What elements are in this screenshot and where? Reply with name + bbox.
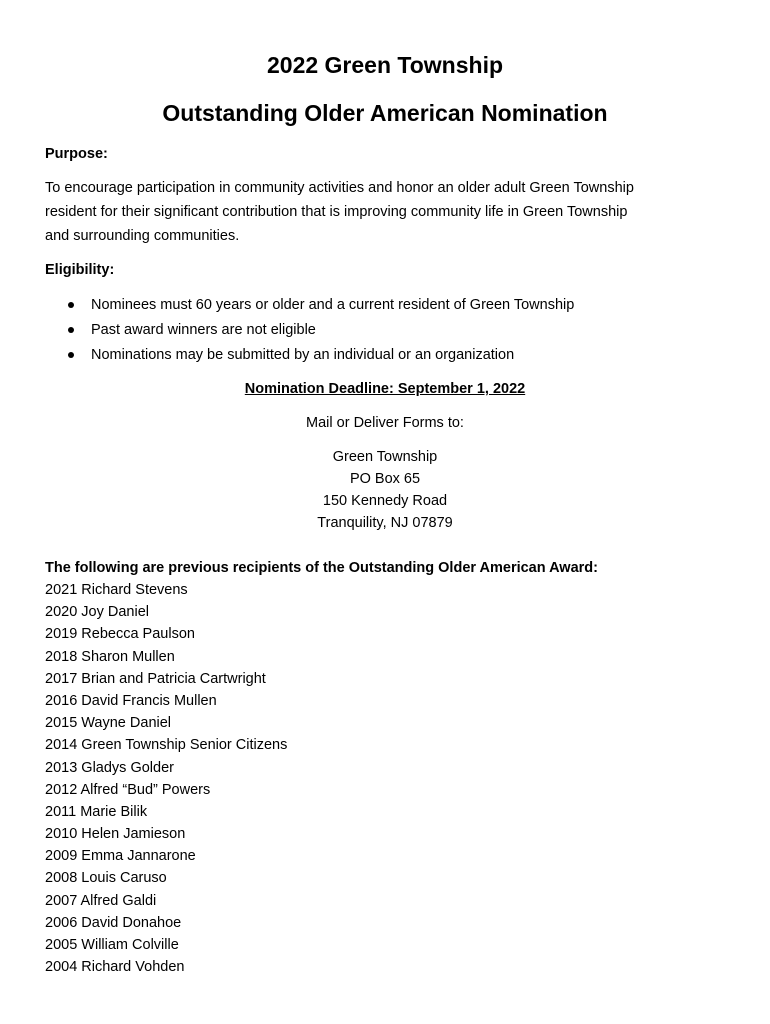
mail-instructions: Mail or Deliver Forms to: [306,415,464,431]
recipient-item: 2008 Louis Caruso [45,870,167,887]
purpose-text [45,176,735,248]
address-line: PO Box 65 [349,471,421,487]
recipient-item: 2018 Sharon Mullen [45,648,175,665]
bullet-icon [68,327,74,333]
recipient-item: 2005 William Colville [45,937,179,953]
eligibility-list [45,294,574,369]
recipient-item: 2014 Green Township Senior Citizens [45,737,288,754]
recipient-item: 2015 Wayne Daniel [45,715,172,732]
recipients-heading: The following are previous recipients of the Outstanding Older American Award: [45,560,598,576]
recipient-item: 2010 Helen Jamieson [45,826,186,843]
recipient-item: 2011 Marie Bilik [45,803,148,820]
address-line: 150 Kennedy Road [322,493,448,509]
purpose-line: and surrounding communities. [45,228,240,244]
purpose-heading: Purpose: [45,146,108,162]
recipient-item: 2016 David Francis Mullen [45,692,217,709]
eligibility-item-text: Nominees must 60 years or older and a current resident of Green Township [91,297,575,313]
nomination-deadline: Nomination Deadline: September 1, 2022 [244,381,526,397]
mailing-address [0,446,770,534]
bullet-icon [68,352,74,358]
address-line: Tranquility, NJ 07879 [317,515,453,531]
recipient-item: 2017 Brian and Patricia Cartwright [45,670,266,687]
eligibility-heading: Eligibility: [45,262,115,278]
eligibility-item [45,319,574,344]
recipient-item: 2013 Gladys Golder [45,759,174,776]
recipient-item: 2006 David Donahoe [45,914,182,931]
recipient-item: 2012 Alfred “Bud” Powers [45,781,211,798]
recipient-item: 2020 Joy Daniel [45,604,149,621]
recipient-item: 2004 Richard Vohden [45,959,185,976]
eligibility-item [45,294,574,319]
recipient-item: 2007 Alfred Galdi [45,892,157,909]
bullet-icon [68,302,74,308]
recipient-item: 2009 Emma Jannarone [45,848,196,865]
recipient-item: 2021 Richard Stevens [45,582,188,598]
eligibility-item-text: Past award winners are not eligible [91,322,316,338]
address-line: Green Township [332,449,438,465]
recipients-list [45,579,287,978]
document-title: 2022 Green Township [266,52,504,78]
recipient-item: 2019 Rebecca Paulson [45,626,195,643]
eligibility-item [45,344,574,369]
document-subtitle: Outstanding Older American Nomination [162,100,608,126]
eligibility-item-text: Nominations may be submitted by an individual or an organization [91,347,515,363]
purpose-line: To encourage participation in community activities and honor an older adult Green Township [45,180,634,196]
purpose-line: resident for their significant contribution that is improving community life in Green Township [45,204,628,220]
